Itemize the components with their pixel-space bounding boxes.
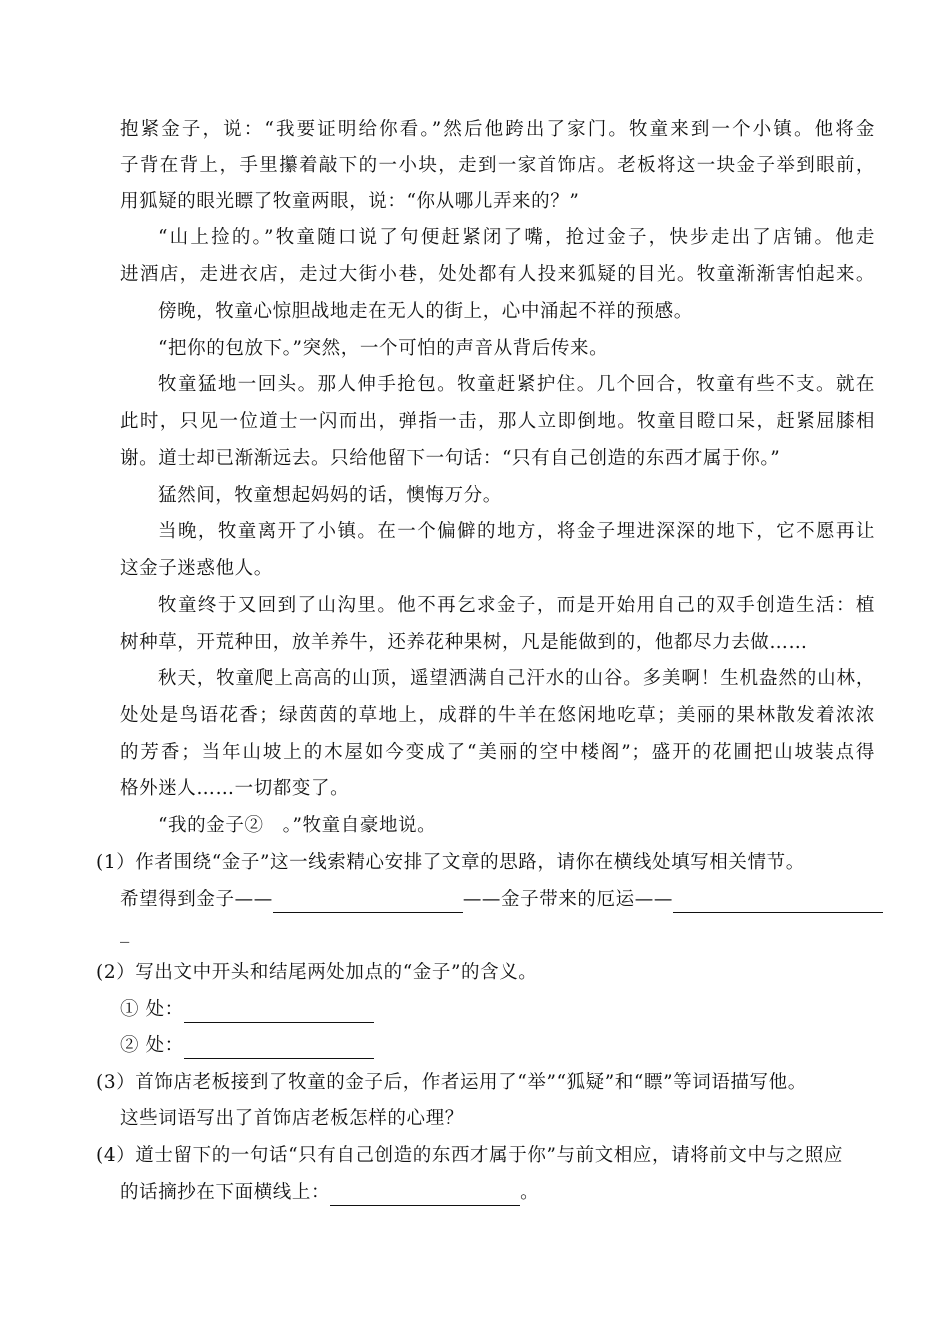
story-line-9: 此时，只见一位道士一闪而出，弹指一击，那人立即倒地。牧童目瞪口呆，赶紧屈膝相 [120, 411, 875, 432]
story-line-19: 格外迷人……一切都变了。 [120, 778, 350, 799]
story-line-17: 处处是鸟语花香；绿茵茵的草地上，成群的牛羊在悠闲地吃草；美丽的果林散发着浓浓 [120, 705, 875, 726]
story-line-13: 这金子迷惑他人。 [120, 558, 273, 579]
question-2-item-2 [120, 1033, 374, 1059]
question-2-item-1 [120, 997, 374, 1023]
story-line-18: 的芳香；当年山坡上的木屋如今变成了“美丽的空中楼阁”；盛开的花圃把山坡装点得 [120, 742, 875, 763]
story-line-20: “我的金子② 。”牧童自豪地说。 [158, 815, 437, 836]
story-line-7: “把你的包放下。”突然，一个可怕的声音从背后传来。 [158, 338, 609, 359]
answer-blank-2b[interactable] [184, 1038, 374, 1059]
question-1-stem: (1）作者围绕“金子”这一线索精心安排了文章的思路，请你在横线处填写相关情节。 [96, 852, 805, 873]
story-line-11: 猛然间，牧童想起妈妈的话，懊悔万分。 [158, 485, 502, 506]
story-line-2: 子背在背上，手里攥着敲下的一小块，走到一家首饰店。老板将这一块金子举到眼前， [120, 155, 875, 176]
story-line-10: 谢。道士却已渐渐远去。只给他留下一句话：“只有自己创造的东西才属于你。” [120, 448, 781, 469]
question-1-part2: ——金子带来的厄运—— [462, 889, 673, 910]
story-line-15: 树种草，开荒种田，放羊养牛，还养花种果树，凡是能做到的，他都尽力去做…… [120, 632, 808, 653]
question-2-item-1-label: ① 处： [120, 999, 184, 1020]
story-line-8: 牧童猛地一回头。那人伸手抢包。牧童赶紧护住。几个回合，牧童有些不支。就在 [158, 374, 875, 395]
question-1-part1: 希望得到金子—— [120, 889, 273, 910]
question-3-line-1: (3）首饰店老板接到了牧童的金子后，作者运用了“举”“狐疑”和“瞟”等词语描写他。 [96, 1072, 807, 1093]
answer-blank-2a[interactable] [184, 1002, 374, 1023]
question-4-end: 。 [520, 1182, 540, 1203]
story-line-4: “山上捡的。”牧童随口说了句便赶紧闭了嘴，抢过金子，快步走出了店铺。他走 [158, 227, 875, 248]
question-2-stem: (2）写出文中开头和结尾两处加点的“金子”的含义。 [96, 962, 538, 983]
story-line-6: 傍晚，牧童心惊胆战地走在无人的街上，心中涌起不祥的预感。 [158, 301, 693, 322]
question-1-answer-line [120, 887, 883, 913]
answer-blank-1b[interactable] [673, 892, 883, 913]
question-1-trail: _ [120, 922, 130, 943]
story-line-16: 秋天，牧童爬上高高的山顶，遥望洒满自己汗水的山谷。多美啊！生机盎然的山林， [158, 668, 875, 689]
question-4-line-2 [120, 1180, 539, 1206]
story-line-5: 进酒店，走进衣店，走过大街小巷，处处都有人投来狐疑的目光。牧童渐渐害怕起来。 [120, 264, 875, 285]
question-4-line-1: (4）道士留下的一句话“只有自己创造的东西才属于你”与前文相应，请将前文中与之照应 [96, 1145, 844, 1166]
story-line-3: 用狐疑的眼光瞟了牧童两眼，说：“你从哪儿弄来的？” [120, 191, 580, 212]
story-line-12: 当晚，牧童离开了小镇。在一个偏僻的地方，将金子埋进深深的地下，它不愿再让 [158, 521, 875, 542]
answer-blank-4[interactable] [330, 1185, 520, 1206]
question-3-line-2: 这些词语写出了首饰店老板怎样的心理？ [120, 1108, 464, 1129]
story-line-14: 牧童终于又回到了山沟里。他不再乞求金子，而是开始用自己的双手创造生活：植 [158, 595, 875, 616]
story-line-1: 抱紧金子，说：“我要证明给你看。”然后他跨出了家门。牧童来到一个小镇。他将金 [120, 119, 875, 140]
answer-blank-1a[interactable] [273, 892, 463, 913]
question-4-label: 的话摘抄在下面横线上： [120, 1182, 331, 1203]
question-2-item-2-label: ② 处： [120, 1035, 184, 1056]
